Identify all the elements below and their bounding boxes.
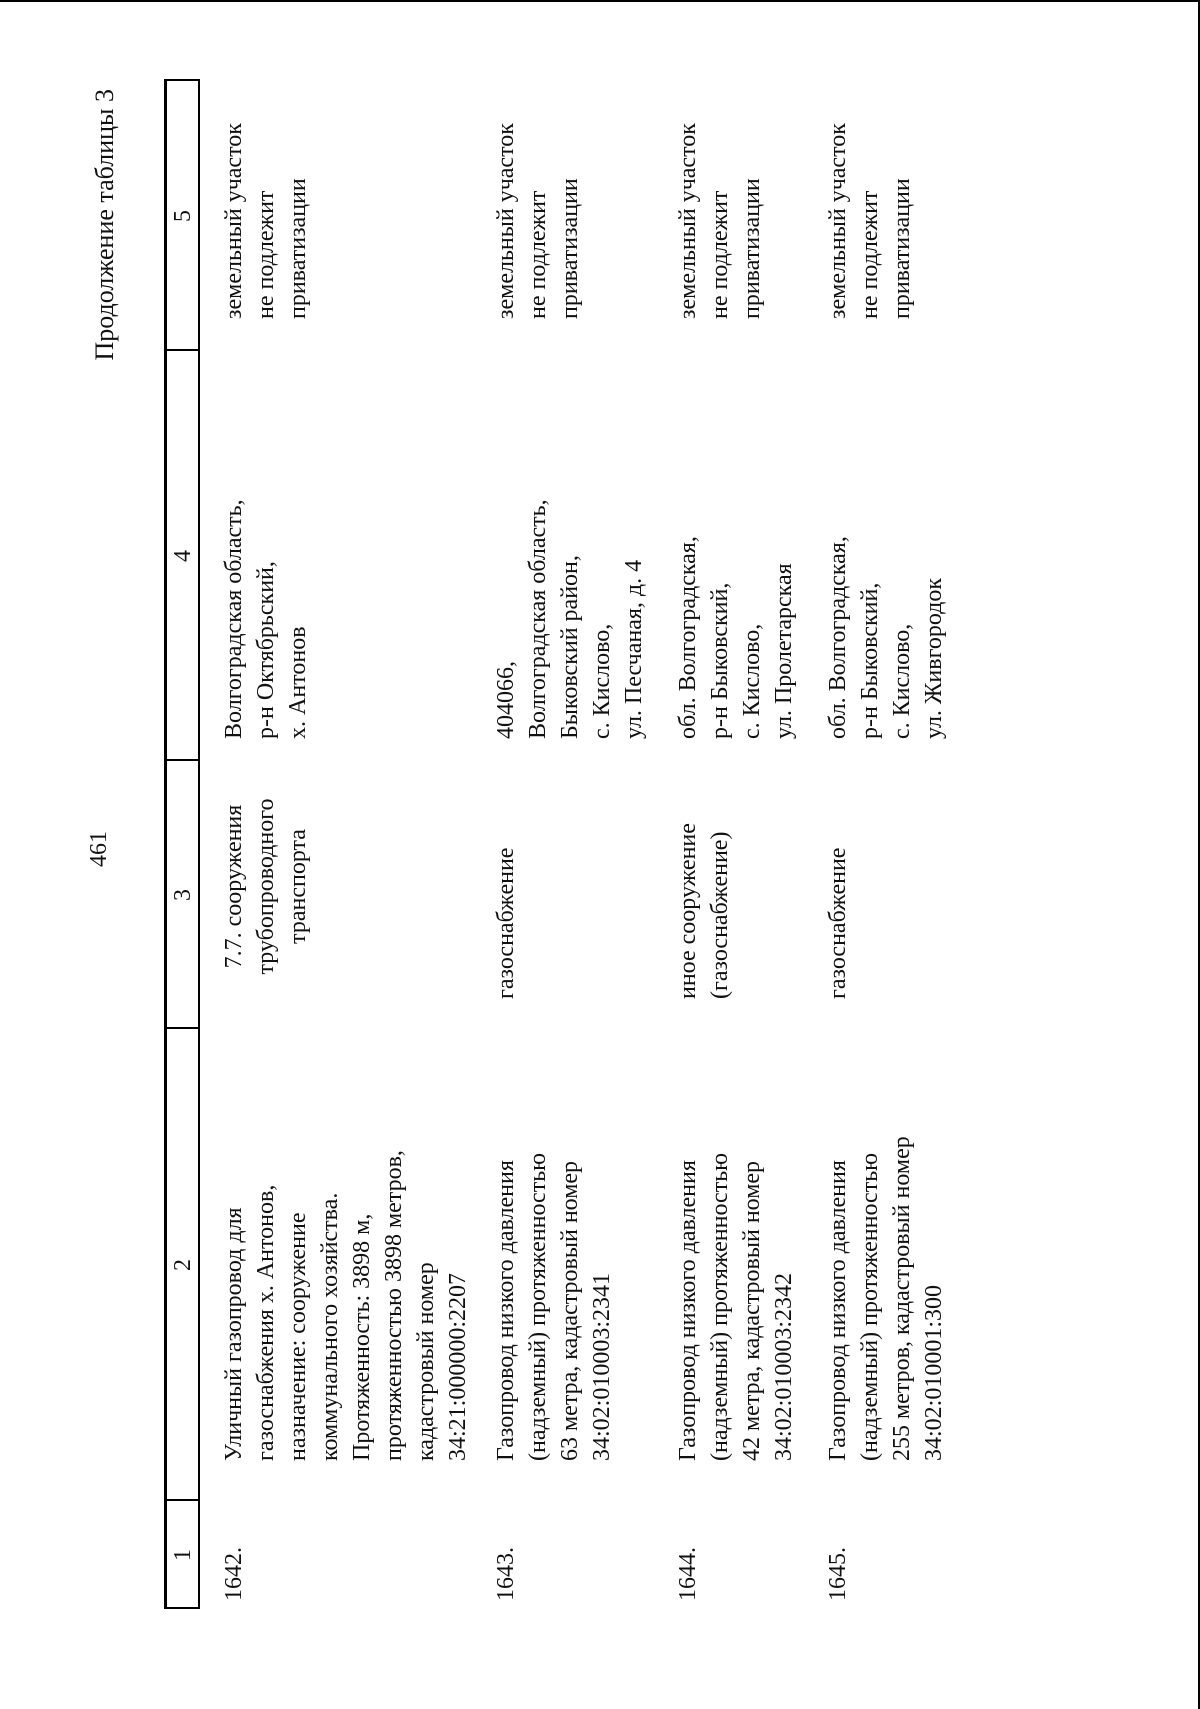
object-address: Волгоградская область, р-н Октябрьский, х. Антонов [221, 499, 311, 739]
object-purpose: газоснабжение [825, 847, 851, 999]
row-number: 1642. [221, 1547, 247, 1601]
table-continuation-label: Продолжение таблицы 3 [90, 89, 119, 361]
row-number: 1644. [675, 1547, 701, 1601]
object-purpose: 7.7. сооружения трубопроводного транспорта [221, 798, 311, 975]
object-address: 404066, Волгоградская область, Быковский район, с. Кислово, ул. Песчаная, д. 4 [493, 499, 647, 739]
object-name: Газопровод низкого давления (надземный) протяженностью 42 метра, кадастровый номер 34:02:010003:2342 [675, 1152, 797, 1461]
object-address: обл. Волгоградская, р-н Быковский, с. Кислово, ул. Пролетарская [675, 536, 797, 739]
page-number: 461 [86, 831, 112, 867]
column-number-4: 4 [170, 550, 196, 562]
object-purpose: газоснабжение [493, 847, 519, 999]
row-number: 1643. [493, 1547, 519, 1601]
object-name: Уличный газопровод для газоснабжения х. Антонов, назначение: сооружение коммунального хозяйства. Протяженность: 3898 м, протяженностью 3898 метров, кадастровый номер 34:21:000000:2207 [221, 1150, 471, 1461]
column-number-3: 3 [170, 889, 196, 901]
column-number-2: 2 [170, 1259, 196, 1271]
object-note: земельный участок не подлежит приватизации [825, 123, 915, 319]
object-name: Газопровод низкого давления (надземный) протяженностью 63 метра, кадастровый номер 34:02:010003:2341 [493, 1152, 615, 1461]
object-note: земельный участок не подлежит приватизации [221, 123, 311, 319]
object-address: обл. Волгоградская, р-н Быковский, с. Кислово, ул. Живгородок [825, 536, 947, 739]
object-purpose: иное сооружение (газоснабжение) [675, 823, 733, 999]
row-number: 1645. [825, 1547, 851, 1601]
object-name: Газопровод низкого давления (надземный) протяженностью 255 метров, кадастровый номер 34:02:010001:300 [825, 1136, 947, 1461]
object-note: земельный участок не подлежит приватизации [493, 123, 583, 319]
column-number-5: 5 [170, 210, 196, 222]
object-note: земельный участок не подлежит приватизации [675, 123, 765, 319]
column-number-1: 1 [170, 1549, 196, 1561]
